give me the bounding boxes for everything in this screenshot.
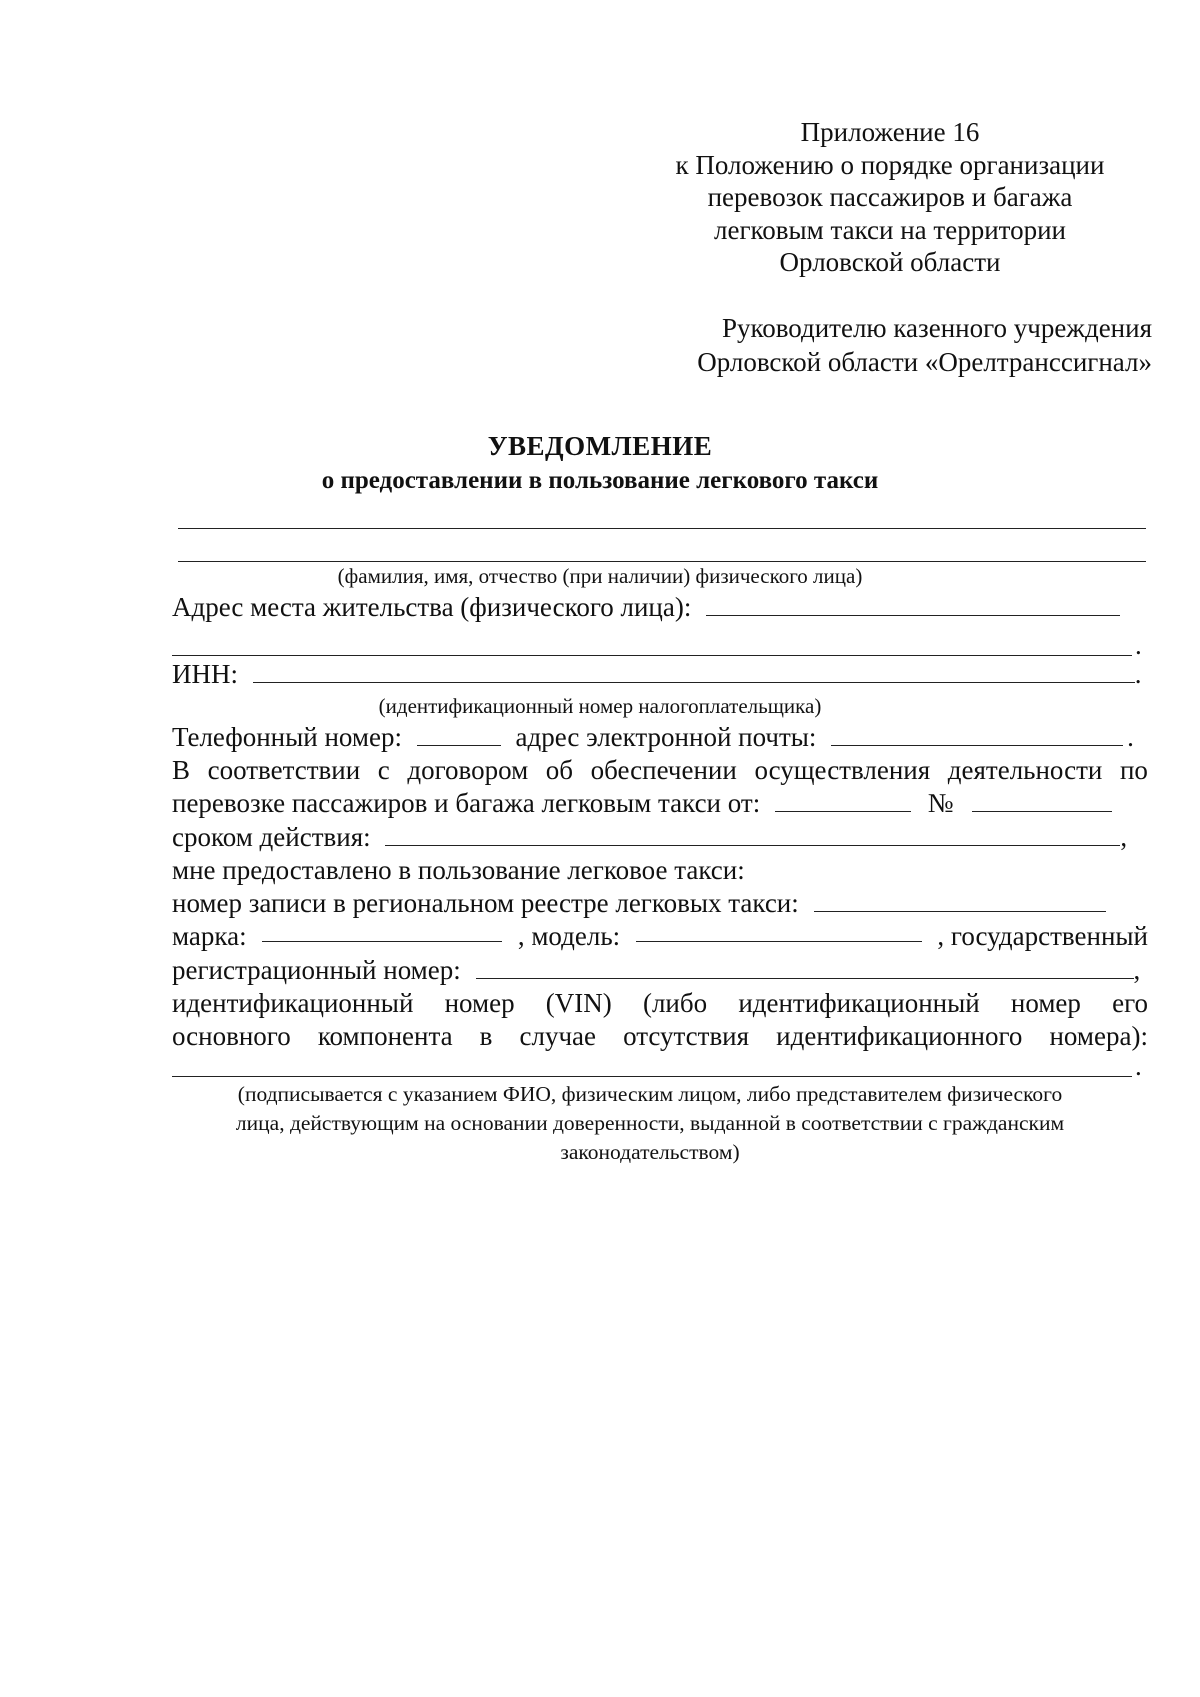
word: деятельности	[947, 755, 1103, 785]
appendix-line: легковым такси на территории	[713, 214, 1066, 245]
fio-blank-line-1[interactable]	[178, 528, 1146, 529]
validity-blank[interactable]	[385, 823, 1120, 846]
address-continuation-line[interactable]	[172, 655, 1132, 656]
brand-blank[interactable]	[262, 919, 502, 942]
word: в	[479, 1021, 493, 1051]
word: основного	[172, 1021, 291, 1051]
word: с	[377, 755, 390, 785]
appendix-line: Орловской области	[779, 247, 1001, 277]
registration-comma: ,	[1133, 955, 1141, 985]
address-label: Адрес места жительства (физического лица):	[172, 592, 692, 622]
addressee-line: Орловской области «Орелтранссигнал»	[697, 347, 1152, 377]
registry-blank[interactable]	[814, 889, 1106, 912]
addressee-block	[592, 311, 1152, 379]
signature-caption-line: лица, действующим на основании доверенности, выданной в соответствии с гражданским	[235, 1111, 1065, 1135]
phone-blank[interactable]	[417, 723, 501, 746]
vin-blank[interactable]	[172, 1076, 1132, 1077]
word: компонента	[317, 1021, 453, 1051]
registry-row	[172, 886, 1148, 920]
contract-date-blank[interactable]	[775, 789, 911, 812]
fio-blank-line-2[interactable]	[178, 561, 1146, 562]
contract-line-1	[172, 753, 1148, 787]
inn-caption: (идентификационный номер налогоплательщика)	[378, 694, 822, 718]
appendix-header	[640, 116, 1140, 279]
word: (либо	[642, 988, 708, 1018]
address-row	[172, 590, 1148, 624]
inn-period: .	[1134, 659, 1142, 689]
contact-row	[172, 720, 1148, 754]
contract-line-2	[172, 786, 1148, 820]
provided-text: мне предоставлено в пользование легковое такси:	[172, 855, 745, 885]
signature-caption-line: законодательством)	[560, 1140, 740, 1164]
word: идентификационного	[776, 1021, 1023, 1051]
word: обеспечении	[590, 755, 737, 785]
word: отсутствия	[623, 1021, 750, 1051]
inn-label: ИНН:	[172, 659, 238, 689]
validity-label: сроком действия:	[172, 822, 371, 852]
signature-caption	[150, 1080, 1150, 1167]
address-blank[interactable]	[706, 593, 1120, 616]
word: его	[1112, 988, 1148, 1018]
word: идентификационный	[738, 988, 980, 1018]
vehicle-row	[172, 919, 1148, 953]
registration-row	[172, 953, 1148, 987]
document-title: УВЕДОМЛЕНИЕ	[487, 431, 713, 461]
appendix-line: перевозок пассажиров и багажа	[707, 182, 1073, 212]
word: номер	[444, 988, 515, 1018]
provided-row	[172, 853, 1148, 887]
word: В	[172, 755, 191, 785]
appendix-line: к Положению о порядке организации	[675, 149, 1105, 180]
vin-line-1	[172, 986, 1148, 1020]
email-label: адрес электронной почты:	[515, 722, 817, 752]
signature-caption-line: (подписывается с указанием ФИО, физическим лицом, либо представителем физического	[237, 1082, 1063, 1106]
word: номер	[1010, 988, 1081, 1018]
word: по	[1119, 755, 1148, 785]
model-label: , модель:	[517, 921, 621, 951]
registration-label: регистрационный номер:	[172, 955, 461, 985]
brand-label: марка:	[172, 921, 247, 951]
inn-row	[172, 657, 1148, 691]
vin-line-2	[172, 1019, 1148, 1053]
appendix-line: Приложение 16	[800, 117, 980, 147]
word: осуществления	[754, 755, 931, 785]
word: соответствии	[207, 755, 361, 785]
contract-date-label: перевозке пассажиров и багажа легковым такси от:	[172, 788, 761, 818]
word: номера):	[1049, 1021, 1148, 1051]
registry-label: номер записи в региональном реестре легковых такси:	[172, 888, 799, 918]
document-subtitle: о предоставлении в пользование легкового такси	[321, 467, 879, 494]
contract-number-blank[interactable]	[972, 789, 1112, 812]
phone-label: Телефонный номер:	[172, 722, 402, 752]
fio-caption: (фамилия, имя, отчество (при наличии) физического лица)	[337, 564, 863, 588]
state-label: , государственный	[937, 921, 1148, 951]
vin-period: .	[1135, 1051, 1142, 1081]
word: договором	[407, 755, 529, 785]
word: идентификационный	[172, 988, 414, 1018]
word: (VIN)	[545, 988, 612, 1018]
word: об	[545, 755, 574, 785]
addressee-line: Руководителю казенного учреждения	[721, 313, 1152, 343]
number-sign: №	[927, 788, 954, 818]
validity-comma: ,	[1120, 822, 1128, 852]
registration-blank[interactable]	[476, 956, 1134, 979]
word: случае	[519, 1021, 597, 1051]
contact-period: .	[1127, 722, 1134, 752]
model-blank[interactable]	[636, 919, 922, 942]
validity-row	[172, 820, 1148, 854]
email-blank[interactable]	[831, 723, 1123, 746]
inn-blank[interactable]	[253, 660, 1135, 683]
address-period: .	[1135, 630, 1142, 660]
